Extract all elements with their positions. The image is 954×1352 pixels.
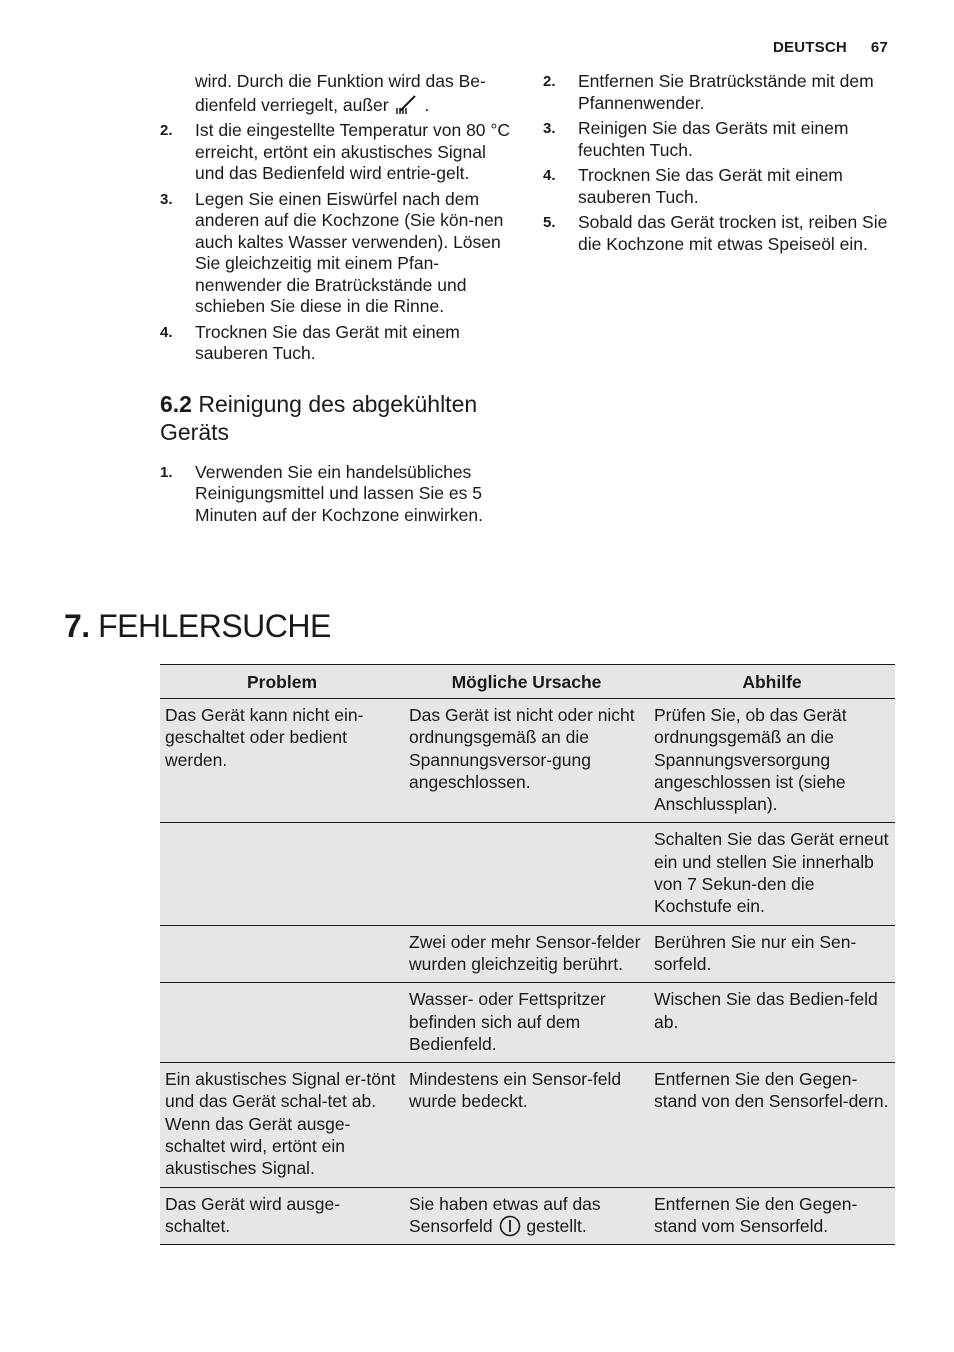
list-item (543, 71, 895, 114)
cell-remedy: Entfernen Sie den Gegen-stand vom Sensorfeld. (649, 1187, 895, 1245)
header-problem: Problem (160, 665, 404, 699)
list-item (160, 322, 512, 365)
step-number: 2. (160, 122, 173, 139)
power-sensor-icon (498, 1215, 522, 1237)
cell-problem (160, 983, 404, 1063)
problem-extra-text: Wenn das Gerät ausge-schaltet wird, ertönt ein akustisches Signal. (165, 1113, 351, 1179)
cell-cause: Das Gerät ist nicht oder nicht ordnungsgemäß an die Spannungsversor-gung angeschlossen. (404, 699, 649, 823)
continuation-text: wird. Durch die Funktion wird das Be-dienfeld verriegelt, außer (195, 71, 486, 115)
list-item (160, 189, 512, 318)
cell-cause (404, 1187, 649, 1245)
right-column (543, 71, 895, 259)
cell-cause: Zwei oder mehr Sensor-felder wurden gleichzeitig berührt. (404, 925, 649, 983)
step-text: Legen Sie einen Eiswürfel nach dem anderen auf die Kochzone (Sie kön-nen auch kaltes Wasser verwenden). Lösen Sie gleichzeitig mit einem Pfan-nenwender die Bratrückstände und schieben Sie diese in die Rinne. (195, 188, 504, 316)
table-row (160, 1187, 895, 1245)
table-row (160, 823, 895, 925)
step-number: 3. (160, 190, 173, 208)
step-text: Entfernen Sie Bratrückstände mit dem Pfannenwender. (578, 71, 874, 113)
header-remedy: Abhilfe (649, 665, 895, 699)
cause-text-end: gestellt. (526, 1215, 587, 1236)
step-number: 4. (160, 323, 173, 341)
cell-remedy: Entfernen Sie den Gegen-stand von den Sensorfel-dern. (649, 1063, 895, 1187)
problem-text: Ein akustisches Signal er-tönt und das Gerät schal-tet ab. (165, 1069, 396, 1112)
header-cause: Mögliche Ursache (404, 665, 649, 699)
step-text: Reinigen Sie das Geräts mit einem feuchten Tuch. (578, 118, 849, 160)
cell-remedy: Prüfen Sie, ob das Gerät ordnungsgemäß an die Spannungsversorgung angeschlossen ist (siehe Anschlussplan). (649, 699, 895, 823)
list-item (543, 165, 895, 208)
section-number: 6.2 (160, 390, 192, 417)
cell-cause: Wasser- oder Fettspritzer befinden sich auf dem Bedienfeld. (404, 983, 649, 1063)
cell-problem: Das Gerät kann nicht ein-geschaltet oder bedient werden. (160, 699, 404, 823)
cell-problem: Das Gerät wird ausge-schaltet. (160, 1187, 404, 1245)
table-row (160, 983, 895, 1063)
cleaning-steps-list (160, 120, 512, 365)
table-header-row (160, 665, 895, 699)
troubleshooting-table (160, 664, 895, 1245)
cooled-cleaning-steps-continued (543, 71, 895, 255)
list-item (543, 118, 895, 161)
cell-remedy: Berühren Sie nur ein Sen-sorfeld. (649, 925, 895, 983)
chapter-title (64, 606, 331, 646)
table-row (160, 699, 895, 823)
cause-text: Sie haben etwas auf das Sensorfeld (409, 1193, 601, 1236)
continuation-end: . (424, 94, 430, 115)
section-title: Reinigung des abgekühlten Geräts (160, 390, 478, 445)
step-text: Sobald das Gerät trocken ist, reiben Sie die Kochzone mit etwas Speiseöl ein. (578, 212, 888, 254)
table-row (160, 1063, 895, 1187)
page-header (773, 39, 888, 56)
cell-problem (160, 823, 404, 925)
step-number: 4. (543, 167, 556, 184)
lock-key-icon (393, 93, 419, 115)
step-number: 1. (160, 463, 173, 481)
step-text: Trocknen Sie das Gerät mit einem sauberen Tuch. (195, 321, 460, 363)
chapter-number: 7. (64, 608, 90, 644)
cell-problem (160, 925, 404, 983)
cell-remedy: Wischen Sie das Bedien-feld ab. (649, 983, 895, 1063)
cooled-cleaning-steps-list (160, 462, 512, 527)
list-item (543, 212, 895, 255)
cell-cause: Mindestens ein Sensor-feld wurde bedeckt. (404, 1063, 649, 1187)
step-text: Ist die eingestellte Temperatur von 80 °C erreicht, ertönt ein akustisches Signal und das Bedienfeld wird entrie-gelt. (195, 120, 511, 183)
cell-problem (160, 1063, 404, 1187)
step-number: 5. (543, 214, 556, 231)
chapter-name: FEHLERSUCHE (98, 608, 331, 644)
language-label: DEUTSCH (773, 39, 847, 56)
step-text: Verwenden Sie ein handelsübliches Reinigungsmittel und lassen Sie es 5 Minuten auf der Kochzone einwirken. (195, 461, 483, 525)
cell-remedy: Schalten Sie das Gerät erneut ein und stellen Sie innerhalb von 7 Sekun-den die Kochstufe ein. (649, 823, 895, 925)
step-number: 2. (543, 73, 556, 90)
list-item (160, 120, 512, 185)
section-heading (160, 390, 512, 446)
page-number: 67 (870, 39, 888, 56)
table-row (160, 925, 895, 983)
left-column (160, 71, 512, 530)
cell-cause (404, 823, 649, 925)
step-continuation (160, 71, 512, 116)
step-text: Trocknen Sie das Gerät mit einem sauberen Tuch. (578, 165, 843, 207)
step-number: 3. (543, 120, 556, 137)
list-item (160, 462, 512, 527)
